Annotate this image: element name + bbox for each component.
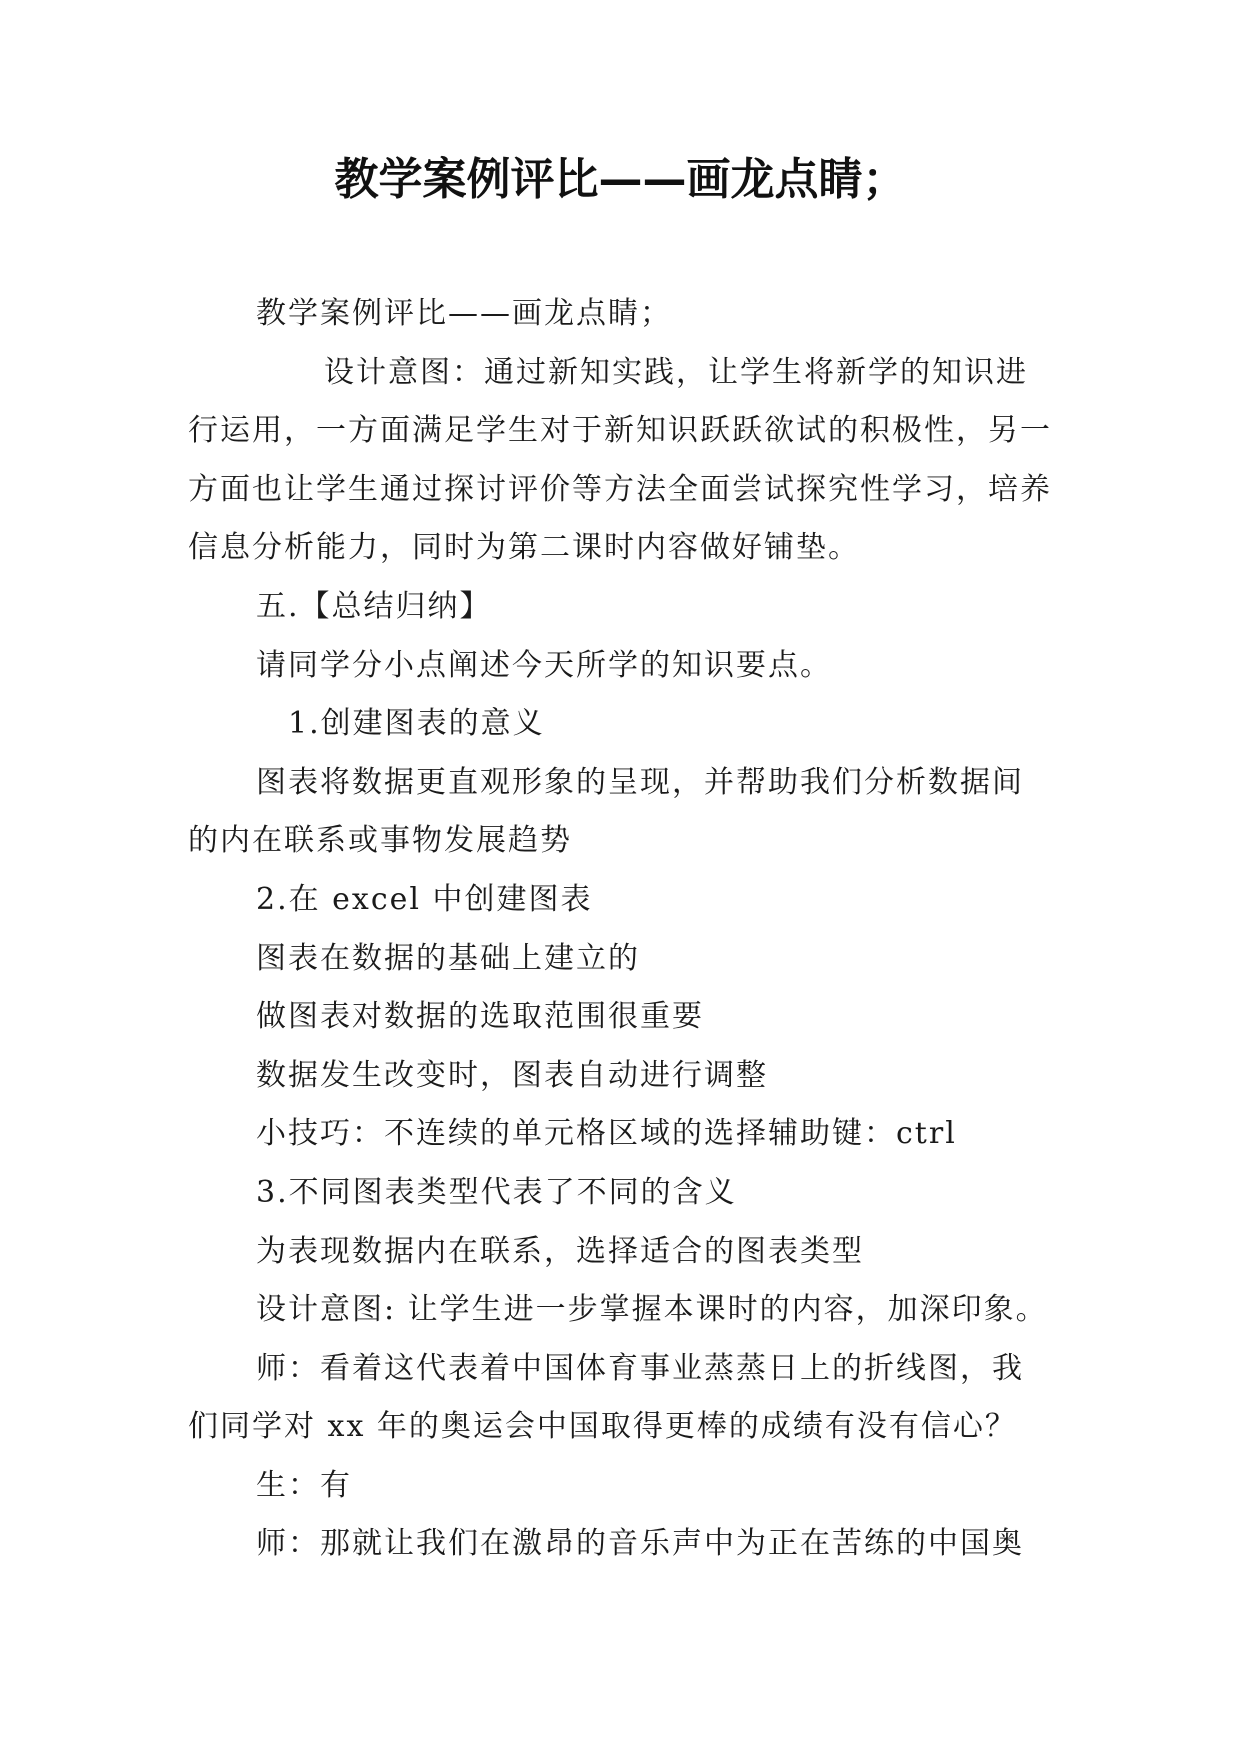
- paragraph-repeat-title: 教学案例评比——画龙点睛；: [256, 296, 672, 331]
- dialogue-teacher-1: 师：看着这代表着中国体育事业蒸蒸日上的折线图，我们同学对 xx 年的奥运会中国取得更棒的成绩有没有信心？: [188, 1350, 1024, 1445]
- paragraph-design-intent-2: 设计意图: 让学生进一步掌握本课时的内容，加深印象。: [256, 1292, 1048, 1328]
- point-2-heading: 2.在 excel 中创建图表: [256, 881, 593, 917]
- paragraph-summary-prompt: 请同学分小点阐述今天所学的知识要点。: [256, 647, 832, 683]
- point-2-line-3: 数据发生改变时，图表自动进行调整: [256, 1057, 768, 1093]
- point-2-line-1: 图表在数据的基础上建立的: [256, 940, 640, 976]
- paragraph-design-intent-1: 设计意图：通过新知实践，让学生将新学的知识进行运用，一方面满足学生对于新知识跃跃欲试的积极性，另一方面也让学生通过探讨评价等方法全面尝试探究性学习，培养信息分析能力，同时为第二课时内容做好铺垫。: [188, 354, 1052, 566]
- dialogue-student-1: 生：有: [256, 1467, 352, 1503]
- point-3-heading: 3.不同图表类型代表了不同的含义: [256, 1174, 737, 1210]
- point-1-text: 图表将数据更直观形象的呈现，并帮助我们分析数据间的内在联系或事物发展趋势: [188, 764, 1024, 859]
- point-2-tip: 小技巧：不连续的单元格区域的选择辅助键：ctrl: [256, 1116, 957, 1152]
- document-title: 教学案例评比——画龙点睛；: [334, 154, 907, 205]
- document-body: [188, 285, 1054, 1574]
- point-1-heading: 1.创建图表的意义: [288, 706, 545, 742]
- section-heading-summary: 五.【总结归纳】: [256, 588, 492, 624]
- point-2-line-2: 做图表对数据的选取范围很重要: [256, 999, 704, 1035]
- point-3-text: 为表现数据内在联系，选择适合的图表类型: [256, 1233, 864, 1269]
- dialogue-teacher-2: 师：那就让我们在激昂的音乐声中为正在苦练的中国奥: [256, 1526, 1024, 1562]
